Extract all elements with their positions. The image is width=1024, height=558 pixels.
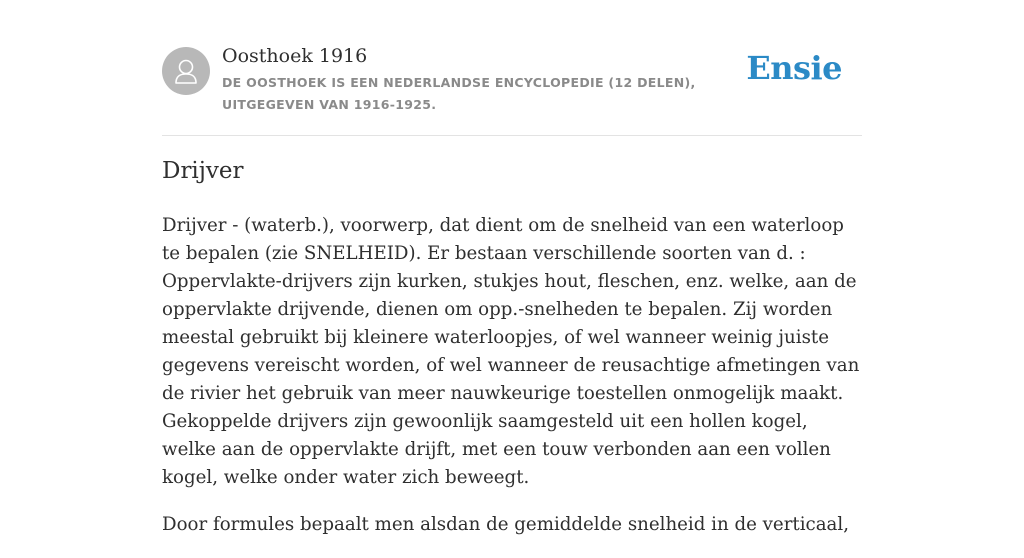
user-icon <box>162 47 210 95</box>
article-paragraph: Drijver - (waterb.), voorwerp, dat dient om de snelheid van een waterloop te bepalen (zie SNELHEID). Er bestaan verschillende soorten van d. : Oppervlakte-drijvers zijn kurken, stukjes hout, fleschen, enz. welke, aan de oppervlakte drijvende, dienen om opp.-snelheden te bepalen. Zij worden meestal gebruikt bij kleinere waterloopjes, of wel wanneer weinig juiste gegevens vereischt worden, of wel wanneer de reusachtige afmetingen van de rivier het gebruik van meer nauwkeurige toestellen onmogelijk maakt. Gekoppelde drijvers zijn gewoonlijk saamgesteld uit een hollen kogel, welke aan de oppervlakte drijft, met een touw verbonden aan een vollen kogel, welke onder water zich beweegt. <box>162 215 860 488</box>
source-avatar[interactable] <box>162 47 210 95</box>
ensie-logo[interactable]: Ensie <box>746 49 842 87</box>
source-title[interactable]: Oosthoek 1916 <box>222 45 368 67</box>
article-title: Drijver <box>162 158 244 184</box>
source-header <box>162 0 862 136</box>
content-container <box>162 0 862 535</box>
source-description: DE OOSTHOEK IS EEN NEDERLANDSE ENCYCLOPEDIE (12 DELEN), UITGEGEVEN VAN 1916-1925. <box>222 75 696 112</box>
article-paragraph: Door formules bepaalt men alsdan de gemiddelde snelheid in de verticaal, <box>162 514 849 535</box>
article-body <box>162 212 862 558</box>
